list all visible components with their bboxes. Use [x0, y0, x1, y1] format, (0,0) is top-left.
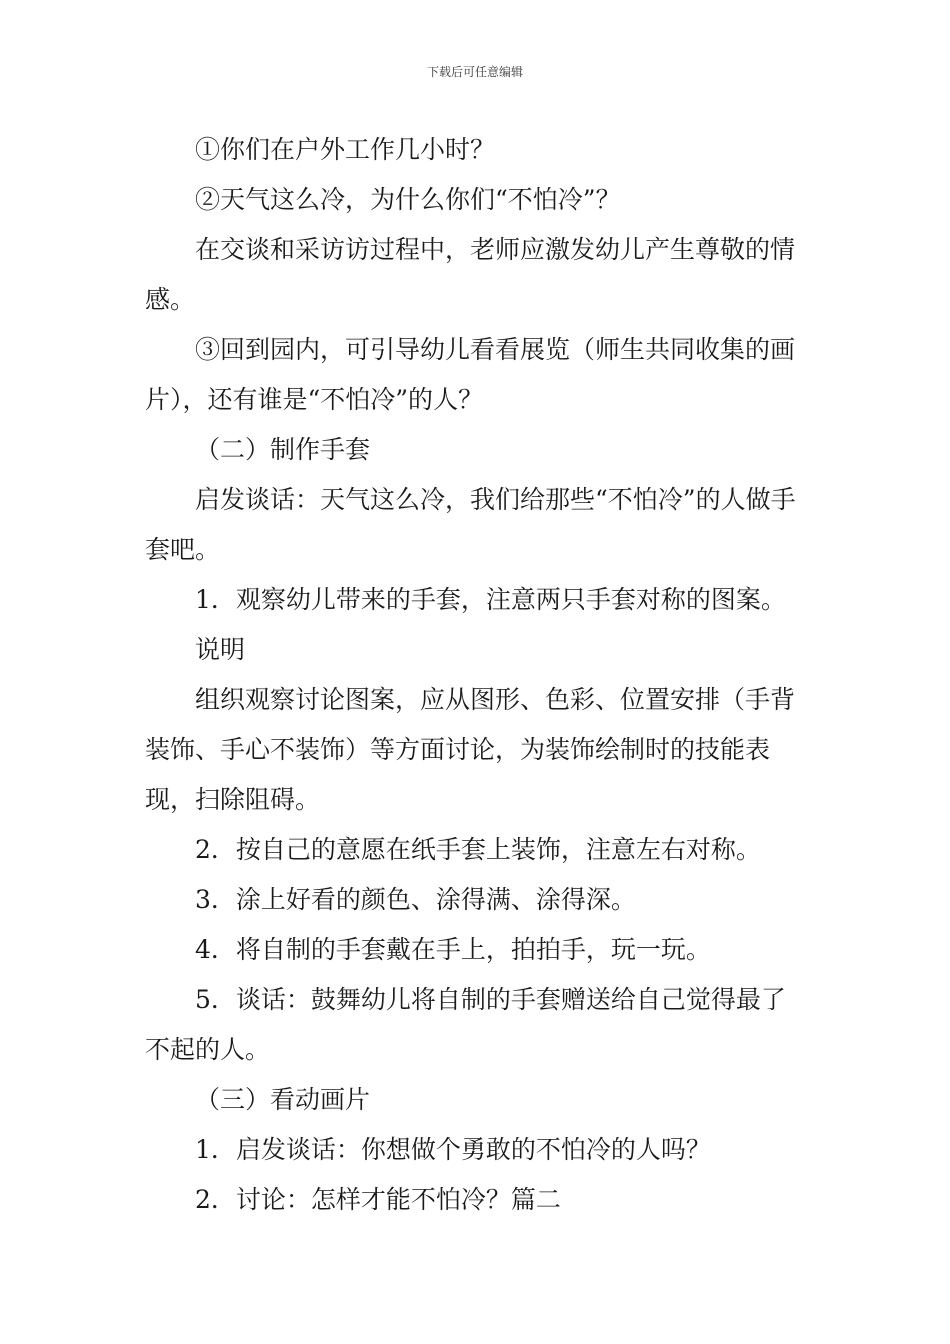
paragraph: 组织观察讨论图案，应从图形、色彩、位置安排（手背装饰、手心不装饰）等方面讨论，为装饰绘制时的技能表现，扫除阻碍。: [145, 685, 796, 814]
list-item: 5．谈话：鼓舞幼儿将自制的手套赠送给自己觉得最了不起的人。: [145, 985, 786, 1064]
document-body: [145, 125, 810, 1225]
paragraph: ③回到园内，可引导幼儿看看展览（师生共同收集的画片），还有谁是“不怕冷”的人？: [145, 335, 796, 414]
list-item: 3．涂上好看的颜色、涂得满、涂得深。: [195, 885, 636, 914]
paragraph: 说明: [195, 635, 246, 664]
list-item: 4．将自制的手套戴在手上，拍拍手，玩一玩。: [195, 935, 711, 964]
list-item: 2．按自己的意愿在纸手套上装饰，注意左右对称。: [195, 835, 761, 864]
list-item: 2．讨论：怎样才能不怕冷？篇二: [195, 1185, 561, 1214]
section-heading: （三）看动画片: [195, 1085, 371, 1114]
paragraph: 在交谈和采访访过程中，老师应激发幼儿产生尊敬的情感。: [145, 235, 796, 314]
paragraph: ①你们在户外工作几小时？: [195, 135, 496, 164]
list-item: 1．启发谈话：你想做个勇敢的不怕冷的人吗？: [195, 1135, 711, 1164]
page-header: 下载后可任意编辑: [426, 65, 523, 79]
section-heading: （二）制作手套: [195, 435, 371, 464]
list-item: 1．观察幼儿带来的手套，注意两只手套对称的图案。: [195, 585, 786, 614]
paragraph: 启发谈话：天气这么冷，我们给那些“不怕冷”的人做手套吧。: [145, 485, 796, 564]
paragraph: ②天气这么冷，为什么你们“不怕冷”？: [195, 185, 621, 214]
